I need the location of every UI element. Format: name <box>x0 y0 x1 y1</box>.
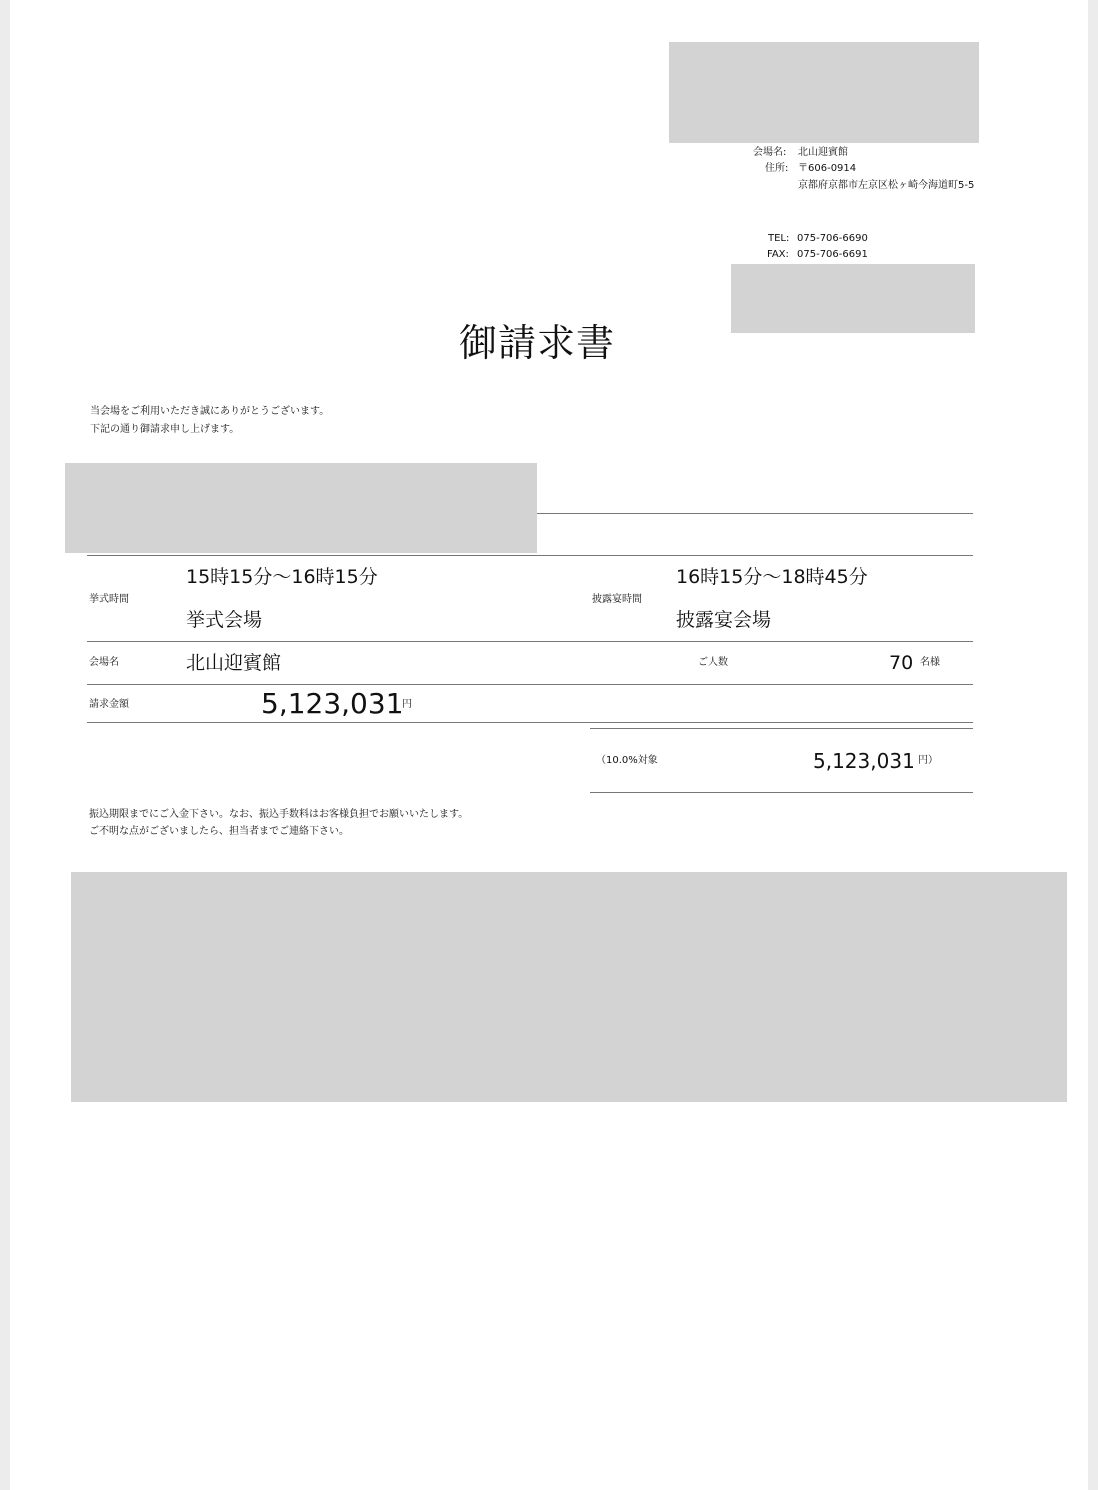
tax-unit: 円） <box>918 755 938 766</box>
guests-count: 70 <box>889 652 914 674</box>
footer-note-line-2: ご不明な点がございましたら、担当者までご連絡下さい。 <box>89 826 349 837</box>
venue-tel: 075-706-6690 <box>797 233 868 244</box>
venue-fax: 075-706-6691 <box>797 249 868 260</box>
greeting-line-2: 下記の通り御請求申し上げます。 <box>90 424 240 435</box>
reception-venue: 披露宴会場 <box>676 609 772 631</box>
table-bottom-line <box>87 722 973 723</box>
table-row-divider-2 <box>87 684 973 685</box>
reception-time: 16時15分～18時45分 <box>676 566 868 588</box>
venue-tel-label: TEL: <box>768 233 790 244</box>
ceremony-time: 15時15分～16時15分 <box>186 566 378 588</box>
table-top-line <box>87 555 973 556</box>
venue-name-row-value: 北山迎賓館 <box>186 652 282 674</box>
amount-unit: 円 <box>402 699 412 710</box>
ceremony-venue: 挙式会場 <box>186 609 263 631</box>
ceremony-time-label: 挙式時間 <box>89 594 129 605</box>
tax-amount: 5,123,031 <box>813 749 915 773</box>
redacted-logo-block <box>669 42 979 143</box>
tax-top-line <box>590 728 973 729</box>
redacted-stamp-block <box>731 264 975 333</box>
venue-name-label: 会場名: <box>753 147 787 158</box>
recipient-underline <box>537 513 973 514</box>
venue-fax-label: FAX: <box>767 249 789 260</box>
greeting-line-1: 当会場をご利用いただき誠にありがとうございます。 <box>90 406 330 417</box>
footer-note-line-1: 振込期限までにご入金下さい。なお、振込手数料はお客様負担でお願いいたします。 <box>89 809 469 820</box>
venue-name: 北山迎賓館 <box>798 147 848 158</box>
venue-address-label: 住所: <box>765 163 789 174</box>
tax-bottom-line <box>590 792 973 793</box>
guests-unit: 名様 <box>920 657 940 668</box>
venue-postal: 〒606-0914 <box>798 163 857 174</box>
redacted-recipient-block <box>65 463 537 553</box>
guests-label: ご人数 <box>698 657 728 668</box>
invoice-sheet <box>10 0 1088 1490</box>
redacted-details-block <box>71 872 1067 1102</box>
venue-address: 京都府京都市左京区松ヶ崎今海道町5-5 <box>798 180 975 191</box>
amount-label: 請求金額 <box>89 699 129 710</box>
tax-label: （10.0%対象 <box>596 755 658 766</box>
amount-value: 5,123,031 <box>261 687 404 720</box>
reception-time-label: 披露宴時間 <box>592 594 642 605</box>
page-title: 御請求書 <box>459 321 616 365</box>
table-row-divider-1 <box>87 641 973 642</box>
venue-name-row-label: 会場名 <box>89 657 119 668</box>
